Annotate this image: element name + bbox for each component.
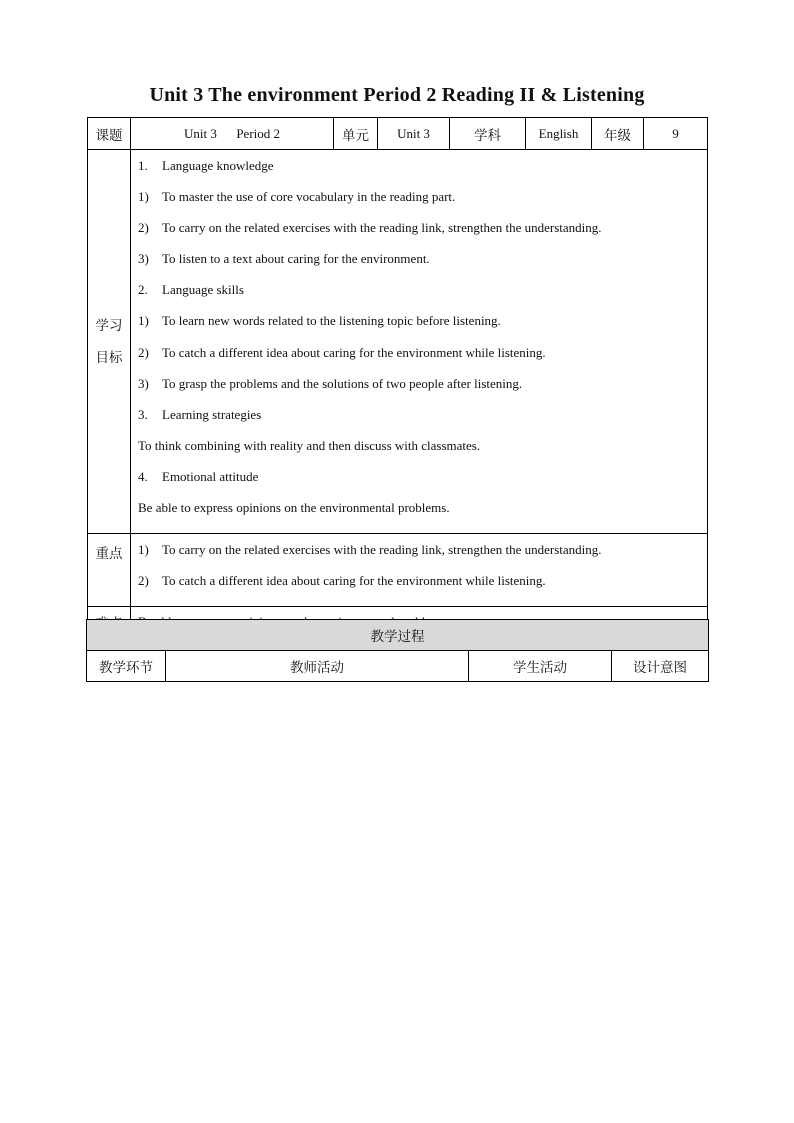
column-header-teacher-activity: 教师活动 bbox=[166, 651, 469, 682]
unit-value: Unit 3 bbox=[378, 118, 450, 150]
lesson-info-table bbox=[87, 117, 708, 638]
objective-line: 4. Emotional attitude bbox=[138, 468, 259, 484]
objectives-content bbox=[131, 150, 708, 534]
objectives-label-line2: 目标 bbox=[95, 349, 123, 366]
column-header-design-intent: 设计意图 bbox=[612, 651, 709, 682]
objectives-label bbox=[88, 150, 131, 534]
document-title: Unit 3 The environment Period 2 Reading II & Listening bbox=[149, 84, 645, 106]
column-header-student-activity: 学生活动 bbox=[469, 651, 612, 682]
key-points-row bbox=[88, 534, 708, 607]
key-point-line: 1) To carry on the related exercises with the reading link, strengthen the understanding. bbox=[138, 542, 602, 558]
column-header-stage: 教学环节 bbox=[87, 651, 166, 682]
objective-line: 1) To master the use of core vocabulary in the reading part. bbox=[138, 189, 456, 205]
objective-line: 2) To catch a different idea about caring for the environment while listening. bbox=[138, 344, 546, 360]
key-points-label: 重点 bbox=[88, 534, 131, 607]
objective-line: Be able to express opinions on the environmental problems. bbox=[138, 500, 450, 516]
grade-label: 年级 bbox=[592, 118, 644, 150]
process-columns-row bbox=[87, 651, 709, 682]
objective-line: 2. Language skills bbox=[138, 282, 244, 298]
topic-label: 课题 bbox=[88, 118, 131, 150]
process-heading-row bbox=[87, 620, 709, 651]
objective-line: 3. Learning strategies bbox=[138, 406, 262, 422]
topic-value: Unit 3 Period 2 bbox=[131, 118, 334, 150]
subject-value: English bbox=[526, 118, 592, 150]
grade-value: 9 bbox=[644, 118, 708, 150]
objectives-row bbox=[88, 150, 708, 534]
objective-line: 1) To learn new words related to the listening topic before listening. bbox=[138, 313, 501, 329]
unit-label: 单元 bbox=[334, 118, 378, 150]
key-point-line: 2) To catch a different idea about caring for the environment while listening. bbox=[138, 573, 546, 589]
key-points-content bbox=[131, 534, 708, 607]
objectives-label-line1: 学习 bbox=[95, 317, 123, 334]
objective-line: 3) To listen to a text about caring for the environment. bbox=[138, 251, 430, 267]
objective-line: To think combining with reality and then discuss with classmates. bbox=[138, 437, 481, 453]
header-row bbox=[88, 118, 708, 150]
objective-line: 1. Language knowledge bbox=[138, 158, 274, 173]
objective-line: 2) To carry on the related exercises with the reading link, strengthen the understanding. bbox=[138, 220, 602, 236]
teaching-process-table bbox=[86, 619, 709, 682]
subject-label: 学科 bbox=[450, 118, 526, 150]
process-heading: 教学过程 bbox=[87, 620, 709, 651]
objective-line: 3) To grasp the problems and the solutions of two people after listening. bbox=[138, 375, 523, 391]
